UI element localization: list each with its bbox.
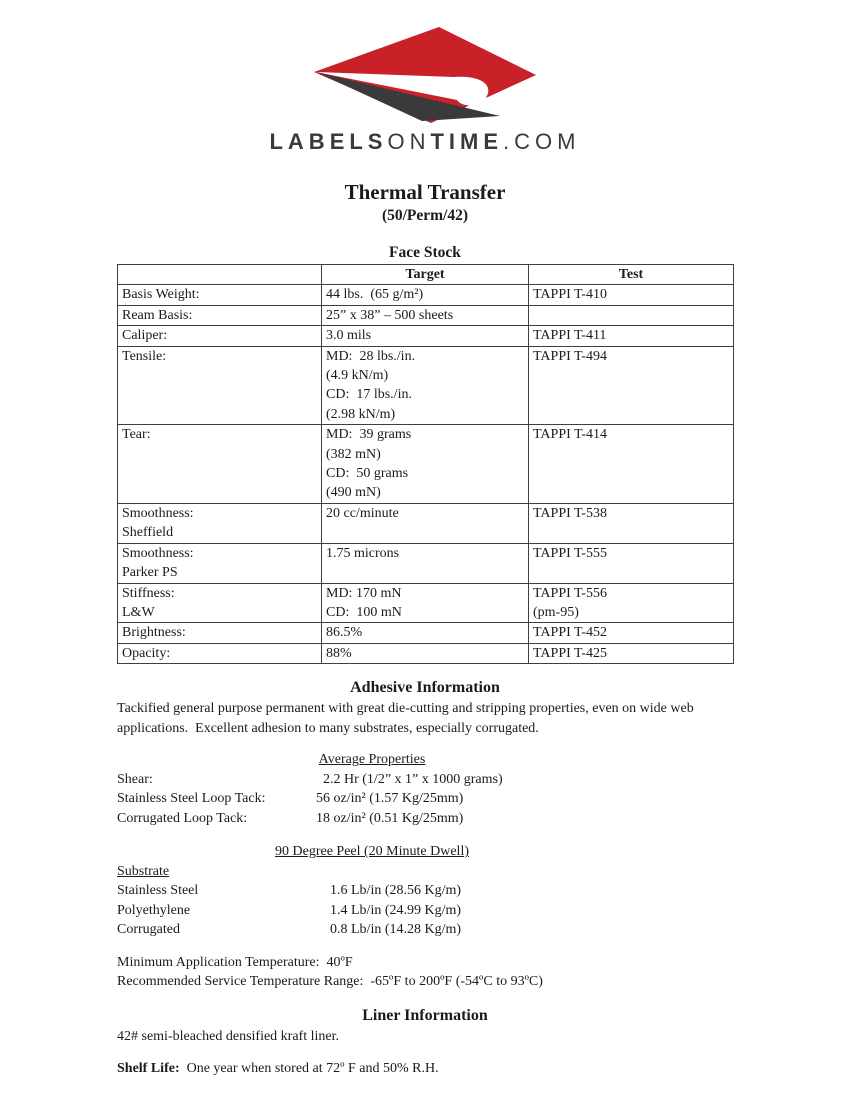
property-cell — [118, 346, 322, 425]
cell-line: Basis Weight: — [122, 287, 200, 303]
cell-line: (490 mN) — [326, 485, 381, 501]
cell-line: 3.0 mils — [326, 328, 372, 344]
cell-line: (382 mN) — [326, 446, 381, 462]
face-stock-row — [118, 503, 734, 543]
cell-line: 25” x 38” – 500 sheets — [326, 307, 454, 323]
property-row — [117, 809, 733, 829]
target-cell — [322, 543, 529, 583]
property-value: 18 oz/in² (0.51 Kg/25mm) — [316, 810, 464, 826]
cell-line: CD: 50 grams — [326, 466, 409, 482]
property-row — [117, 770, 733, 790]
property-row — [117, 920, 733, 940]
peel-list — [117, 881, 733, 940]
test-column-header: Test — [529, 265, 734, 285]
shelf-life-text: One year when stored at 72º F and 50% R.H. — [179, 1061, 439, 1077]
cell-line: TAPPI T-414 — [533, 427, 607, 443]
target-cell — [322, 503, 529, 543]
property-row — [117, 901, 733, 921]
property-column-header — [118, 265, 322, 285]
face-stock-row — [118, 326, 734, 346]
property-value: 56 oz/in² (1.57 Kg/25mm) — [316, 791, 464, 807]
property-row — [117, 881, 733, 901]
property-label: Stainless Steel — [117, 883, 199, 899]
test-cell — [529, 503, 734, 543]
test-cell — [529, 346, 734, 425]
cell-line: Smoothness: — [122, 545, 194, 561]
property-cell — [118, 543, 322, 583]
cell-line: Tear: — [122, 427, 151, 443]
cell-line: (pm-95) — [533, 604, 579, 620]
property-cell — [118, 285, 322, 305]
average-properties-heading: Average Properties — [318, 752, 426, 768]
logo-wordmark-segment: LABELS — [269, 129, 388, 154]
test-cell — [529, 425, 734, 504]
face-stock-row — [118, 623, 734, 643]
property-cell — [118, 326, 322, 346]
target-cell — [322, 305, 529, 325]
cell-line: Stiffness: — [122, 585, 175, 601]
substrate-row — [117, 862, 733, 882]
cell-line: (4.9 kN/m) — [326, 368, 389, 384]
property-cell — [118, 583, 322, 623]
property-label: Shear: — [117, 771, 153, 787]
target-cell — [322, 643, 529, 663]
shelf-life-row — [117, 1059, 733, 1079]
property-row — [117, 789, 733, 809]
shelf-life-label: Shelf Life: — [117, 1061, 180, 1077]
cell-line: MD: 39 grams — [326, 427, 412, 443]
document-content — [117, 180, 733, 1079]
cell-line: TAPPI T-538 — [533, 505, 607, 521]
target-cell — [322, 623, 529, 643]
test-cell — [529, 285, 734, 305]
cell-line: Smoothness: — [122, 505, 194, 521]
cell-line: TAPPI T-555 — [533, 545, 607, 561]
cell-line: 1.75 microns — [326, 545, 400, 561]
cell-line: CD: 17 lbs./in. — [326, 387, 412, 403]
cell-line: TAPPI T-556 — [533, 585, 607, 601]
face-stock-row — [118, 425, 734, 504]
document-subtitle: (50/Perm/42) — [381, 207, 469, 224]
test-cell — [529, 543, 734, 583]
cell-line: Sheffield — [122, 525, 174, 541]
target-cell — [322, 425, 529, 504]
cell-line: (2.98 kN/m) — [326, 406, 396, 422]
peel-heading-row — [117, 842, 627, 862]
face-stock-row — [118, 643, 734, 663]
cell-line: Tensile: — [122, 348, 167, 364]
cell-line: L&W — [122, 604, 155, 620]
liner-description: 42# semi-bleached densified kraft liner. — [117, 1028, 339, 1044]
adhesive-heading: Adhesive Information — [350, 679, 500, 697]
cell-line: Caliper: — [122, 328, 168, 344]
test-cell — [529, 583, 734, 623]
cell-line: 86.5% — [326, 625, 363, 641]
face-stock-row — [118, 305, 734, 325]
substrate-label: Substrate — [117, 863, 170, 879]
document-title: Thermal Transfer — [344, 180, 506, 204]
average-properties-heading-row — [117, 750, 627, 770]
target-cell — [322, 285, 529, 305]
property-value: 2.2 Hr (1/2” x 1” x 1000 grams) — [316, 771, 503, 787]
cell-line: TAPPI T-410 — [533, 287, 607, 303]
face-stock-table-body — [118, 285, 734, 664]
cell-line: Opacity: — [122, 645, 171, 661]
logo-wordmark-segment: ON — [387, 129, 431, 154]
target-cell — [322, 583, 529, 623]
face-stock-row — [118, 583, 734, 623]
face-stock-header-row — [118, 265, 734, 285]
property-cell — [118, 425, 322, 504]
face-stock-heading: Face Stock — [389, 244, 461, 261]
face-stock-row — [118, 346, 734, 425]
cell-line — [533, 306, 729, 325]
cell-line: MD: 28 lbs./in. — [326, 348, 416, 364]
cell-line: 44 lbs. (65 g/m²) — [326, 287, 424, 303]
min-application-temperature: Minimum Application Temperature: 40ºF — [117, 954, 353, 970]
target-cell — [322, 326, 529, 346]
cell-line: TAPPI T-425 — [533, 645, 607, 661]
test-cell — [529, 326, 734, 346]
cell-line: 20 cc/minute — [326, 505, 399, 521]
logo-wordmark-segment: .COM — [503, 129, 581, 154]
property-cell — [118, 643, 322, 663]
cell-line: CD: 100 mN — [326, 604, 402, 620]
average-properties-list — [117, 770, 733, 829]
face-stock-row — [118, 543, 734, 583]
property-label: Corrugated — [117, 922, 180, 938]
peel-heading: 90 Degree Peel (20 Minute Dwell) — [275, 844, 469, 860]
service-temperature-range: Recommended Service Temperature Range: -65ºF to 200ºF (-54ºC to 93ºC) — [117, 974, 543, 990]
face-stock-row — [118, 285, 734, 305]
property-label: Stainless Steel Loop Tack: — [117, 791, 266, 807]
cell-line: Brightness: — [122, 625, 186, 641]
cell-line: TAPPI T-494 — [533, 348, 607, 364]
test-cell — [529, 305, 734, 325]
property-label: Polyethylene — [117, 902, 191, 918]
property-value: 1.6 Lb/in (28.56 Kg/m) — [330, 883, 462, 899]
target-column-header: Target — [322, 265, 529, 285]
cell-line: Parker PS — [122, 565, 178, 581]
logo — [0, 27, 850, 154]
logo-wordmark — [0, 130, 850, 154]
cell-line: Ream Basis: — [122, 307, 193, 323]
logo-wordmark-segment: TIME — [430, 129, 504, 154]
face-stock-table — [117, 264, 734, 664]
property-value: 1.4 Lb/in (24.99 Kg/m) — [330, 902, 462, 918]
property-cell — [118, 623, 322, 643]
test-cell — [529, 643, 734, 663]
property-cell — [118, 305, 322, 325]
cell-line: MD: 170 mN — [326, 585, 402, 601]
property-value: 0.8 Lb/in (14.28 Kg/m) — [330, 922, 462, 938]
adhesive-description: Tackified general purpose permanent with great die-cutting and stripping properties, even on wide web applications. Excellent adhesion to many substrates, especially corrugated. — [117, 701, 698, 736]
labels-on-time-logo-icon — [314, 27, 536, 123]
property-label: Corrugated Loop Tack: — [117, 810, 248, 826]
property-cell — [118, 503, 322, 543]
cell-line: TAPPI T-411 — [533, 328, 607, 344]
test-cell — [529, 623, 734, 643]
cell-line: TAPPI T-452 — [533, 625, 607, 641]
liner-heading: Liner Information — [362, 1006, 488, 1024]
target-cell — [322, 346, 529, 425]
cell-line: 88% — [326, 645, 352, 661]
